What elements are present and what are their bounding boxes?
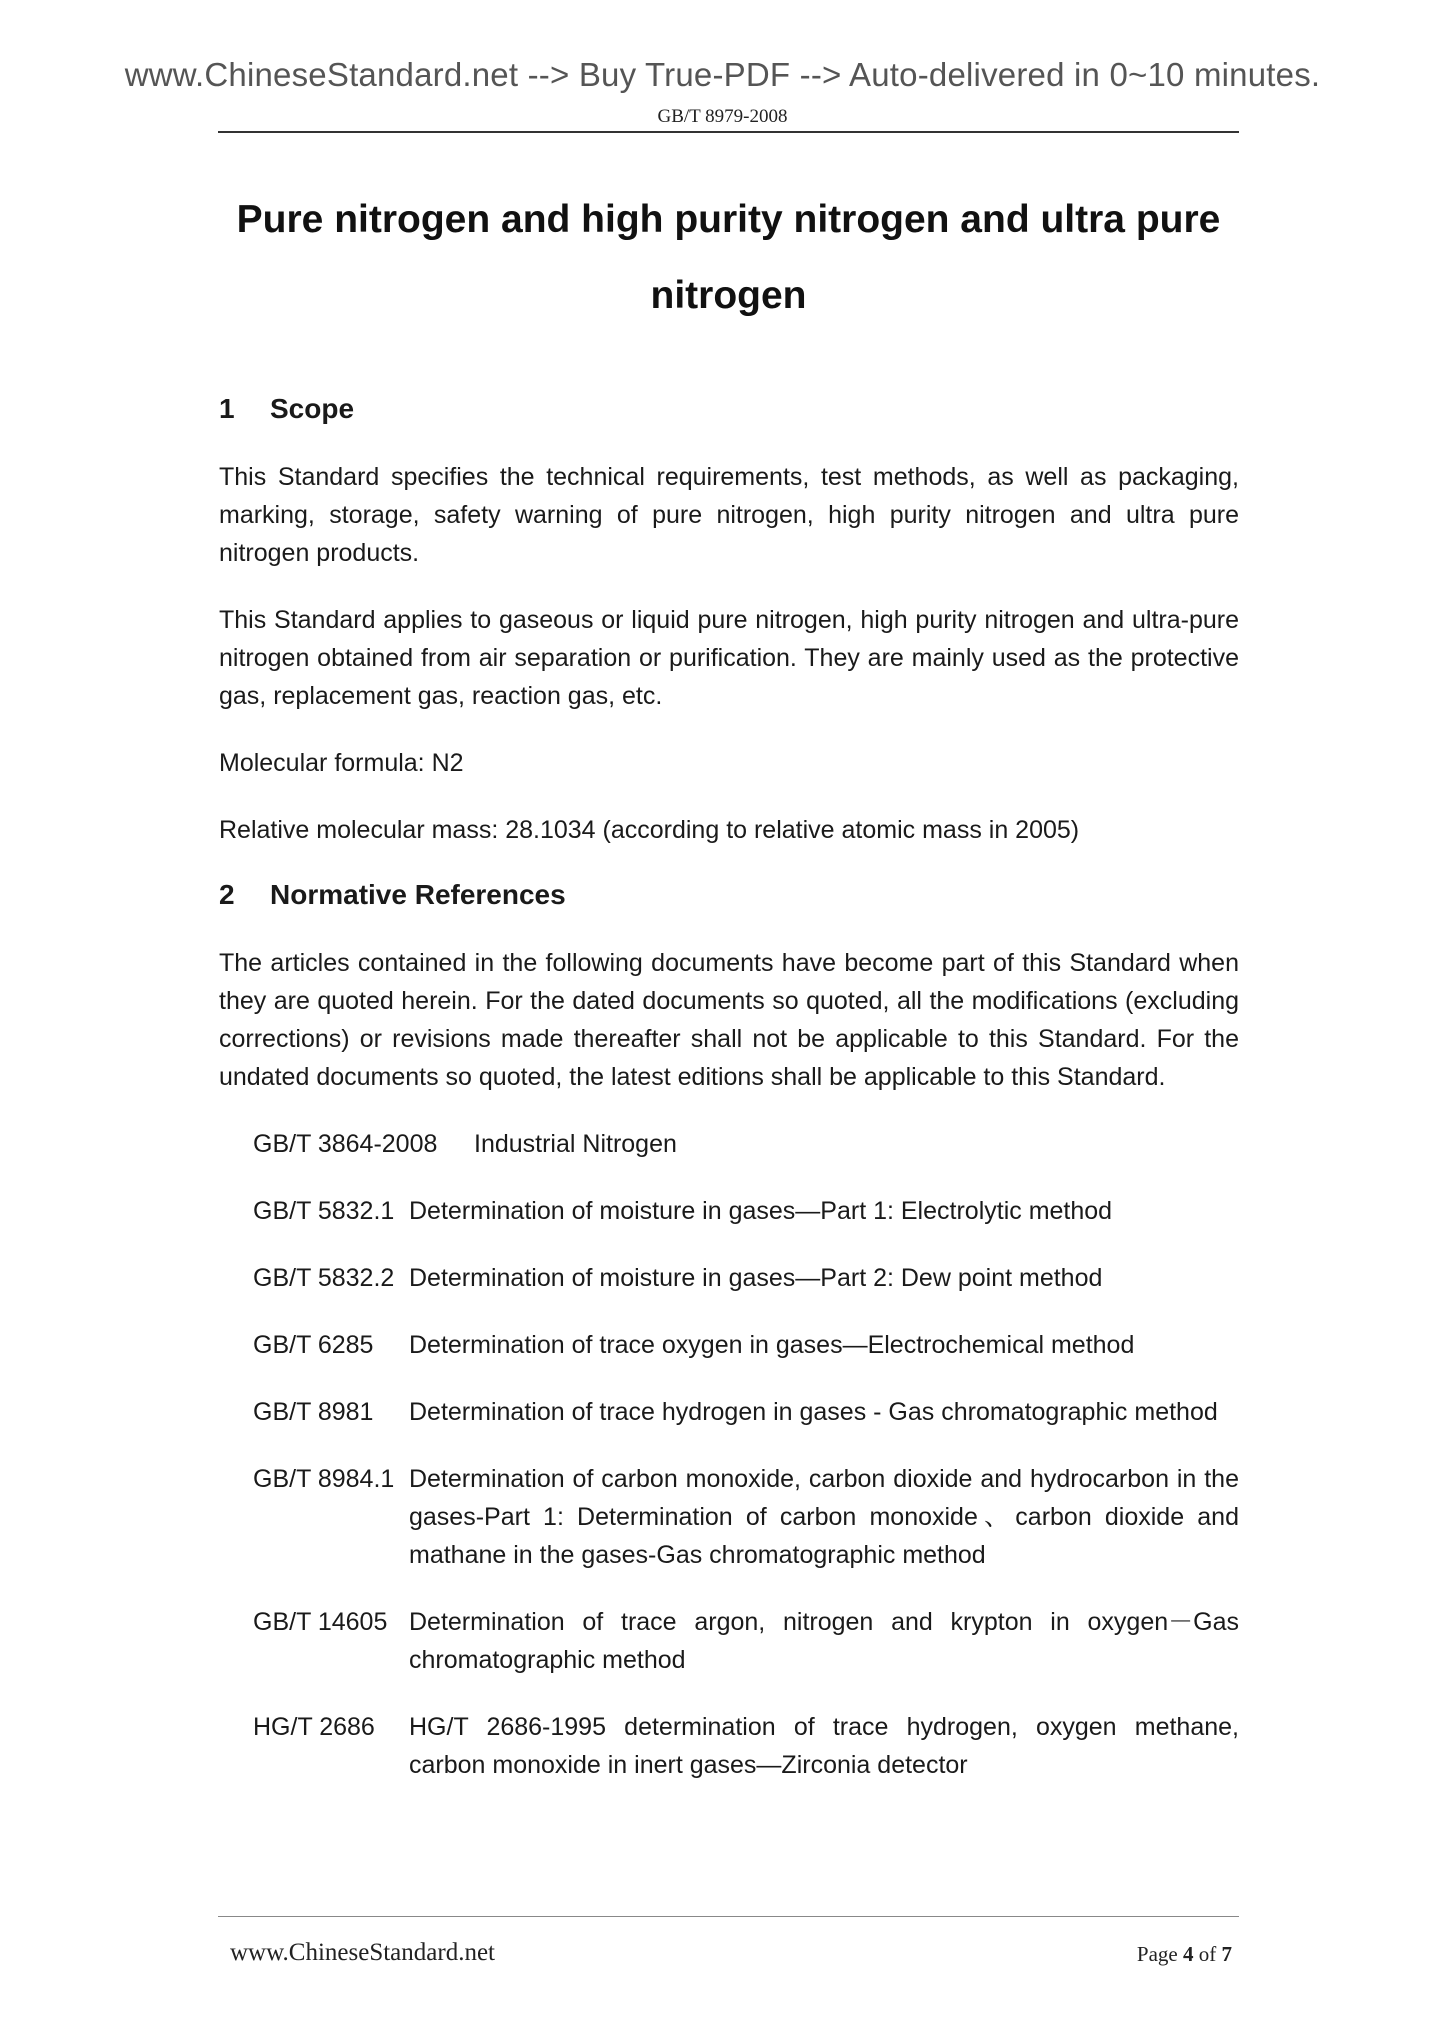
reference-title: Determination of trace oxygen in gases—Electrochemical method (409, 1331, 1135, 1359)
header-banner[interactable]: www.ChineseStandard.net --> Buy True-PDF --> Auto-delivered in 0~10 minutes. (124, 56, 1321, 93)
reference-title: Determination of trace argon, nitrogen and krypton in oxygen－Gas chromatographic method (409, 1608, 1239, 1674)
reference-list (219, 1125, 1239, 1784)
header-divider (218, 131, 1239, 133)
reference-code: GB/T 8981 (253, 1398, 374, 1426)
reference-title: HG/T 2686-1995 determination of trace hydrogen, oxygen methane, carbon monoxide in inert gases—Zirconia detector (409, 1713, 1239, 1779)
page-total: 7 (1221, 1942, 1232, 1966)
reference-item (253, 1259, 1239, 1297)
reference-title: Determination of trace hydrogen in gases - Gas chromatographic method (409, 1398, 1218, 1426)
page-current: 4 (1183, 1942, 1194, 1966)
section-heading-references (219, 876, 1239, 914)
reference-code: HG/T 2686 (253, 1713, 375, 1741)
section-title: Normative References (270, 879, 566, 910)
document-title (218, 182, 1239, 334)
document-body (219, 390, 1239, 1813)
reference-item (253, 1125, 1239, 1163)
reference-code: GB/T 8984.1 (253, 1465, 395, 1493)
reference-item (253, 1603, 1239, 1679)
page-prefix: Page (1136, 1942, 1178, 1966)
reference-code: GB/T 6285 (253, 1331, 374, 1359)
reference-item (253, 1708, 1239, 1784)
page-of: of (1198, 1942, 1217, 1966)
footer-divider (218, 1916, 1239, 1917)
reference-code: GB/T 3864-2008 (253, 1130, 438, 1158)
reference-title: Determination of moisture in gases—Part 1: Electrolytic method (409, 1197, 1113, 1225)
reference-code: GB/T 5832.2 (253, 1264, 395, 1292)
molecular-formula: Molecular formula: N2 (219, 749, 464, 777)
scope-paragraph-2: This Standard applies to gaseous or liquid pure nitrogen, high purity nitrogen and ultra-pure nitrogen obtained from air separation or purification. They are mainly used as the protective gas, replacement gas, reaction gas, etc. (219, 606, 1239, 710)
reference-code: GB/T 14605 (253, 1608, 388, 1636)
reference-item (253, 1326, 1239, 1364)
reference-title: Industrial Nitrogen (474, 1130, 677, 1158)
reference-item (253, 1192, 1239, 1230)
title-line-2: nitrogen (650, 274, 807, 317)
title-line-1: Pure nitrogen and high purity nitrogen and ultra pure (236, 198, 1221, 241)
section-number: 2 (219, 879, 235, 910)
reference-item (253, 1460, 1239, 1574)
reference-code: GB/T 5832.1 (253, 1197, 395, 1225)
scope-paragraph-1: This Standard specifies the technical requirements, test methods, as well as packaging, marking, storage, safety warning of pure nitrogen, high purity nitrogen and ultra pure nitrogen products. (219, 463, 1239, 567)
references-intro: The articles contained in the following documents have become part of this Standard when they are quoted herein. For the dated documents so quoted, all the modifications (excluding corrections) or revisions made thereafter shall not be applicable to this Standard. For the undated documents so quoted, the latest editions shall be applicable to this Standard. (219, 949, 1239, 1091)
reference-title: Determination of moisture in gases—Part 2: Dew point method (409, 1264, 1103, 1292)
page-number (1137, 1942, 1232, 1967)
molecular-mass: Relative molecular mass: 28.1034 (according to relative atomic mass in 2005) (219, 816, 1080, 844)
section-title: Scope (270, 393, 355, 424)
section-heading-scope (219, 390, 1239, 428)
standard-code: GB/T 8979-2008 (657, 106, 788, 127)
section-number: 1 (219, 393, 235, 424)
footer-link[interactable]: www.ChineseStandard.net (230, 1939, 495, 1966)
reference-item (253, 1393, 1239, 1431)
reference-title: Determination of carbon monoxide, carbon dioxide and hydrocarbon in the gases-Part 1: Determination of carbon monoxide、carbon dioxide and mathane in the gases-Gas chromatographic method (409, 1465, 1239, 1569)
